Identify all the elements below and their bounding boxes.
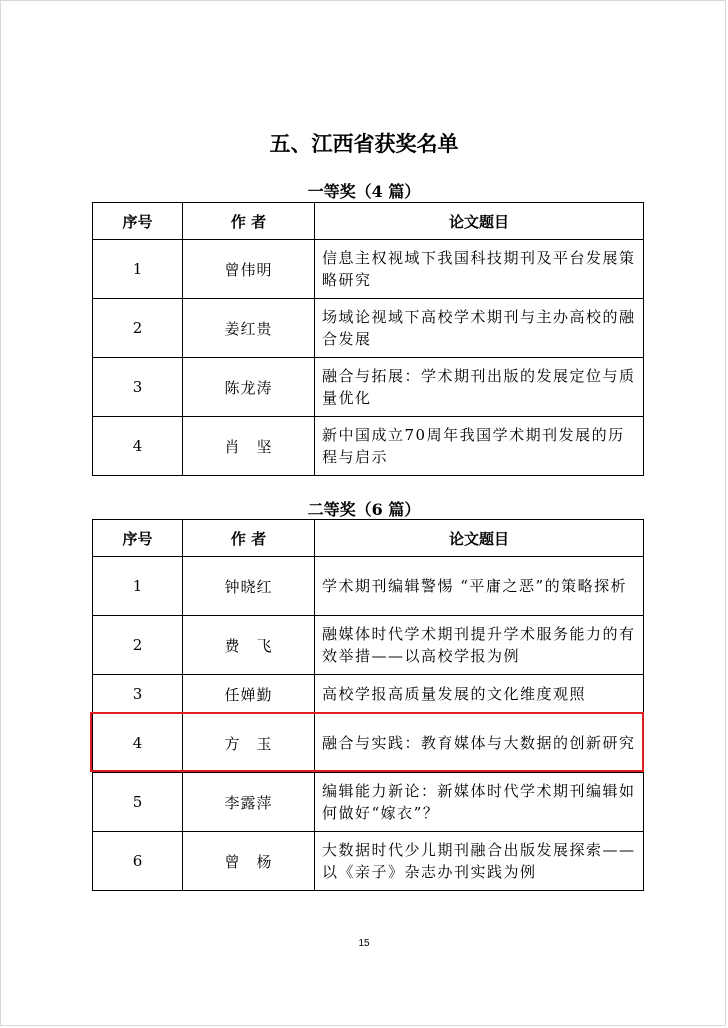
table-row — [93, 358, 644, 417]
page-title: 五、江西省获奖名单 — [269, 131, 459, 156]
col-header-paper: 论文题目 — [315, 203, 644, 240]
first-prize-heading: 一等奖（4 篇） — [307, 182, 421, 201]
row-number: 3 — [93, 675, 183, 714]
first-prize-table — [92, 202, 644, 476]
second-prize-heading: 二等奖（6 篇） — [307, 500, 421, 519]
col-header-author: 作 者 — [183, 203, 315, 240]
table-row — [93, 832, 644, 891]
second-prize-table — [92, 519, 644, 891]
row-author: 钟晓红 — [183, 557, 315, 616]
table-header-row — [93, 520, 644, 557]
table-row — [93, 773, 644, 832]
col-header-number: 序号 — [93, 520, 183, 557]
row-author: 陈龙涛 — [183, 358, 315, 417]
row-paper-title: 融媒体时代学术期刊提升学术服务能力的有效举措——以高校学报为例 — [315, 616, 644, 675]
row-author: 曾伟明 — [183, 240, 315, 299]
row-number: 2 — [93, 616, 183, 675]
row-paper-title: 大数据时代少儿期刊融合出版发展探索——以《亲子》杂志办刊实践为例 — [315, 832, 644, 891]
table-row — [93, 240, 644, 299]
row-paper-title: 学术期刊编辑警惕 “平庸之恶”的策略探析 — [315, 557, 644, 616]
row-author: 姜红贵 — [183, 299, 315, 358]
table-row — [93, 417, 644, 476]
row-author: 任婵勤 — [183, 675, 315, 714]
row-number: 2 — [93, 299, 183, 358]
row-number: 5 — [93, 773, 183, 832]
row-paper-title: 融合与拓展：学术期刊出版的发展定位与质量优化 — [315, 358, 644, 417]
row-paper-title: 融合与实践：教育媒体与大数据的创新研究 — [315, 714, 644, 773]
table-row — [93, 675, 644, 714]
row-number: 1 — [93, 240, 183, 299]
table-row — [93, 557, 644, 616]
row-author: 方 玉 — [183, 714, 315, 773]
col-header-author: 作 者 — [183, 520, 315, 557]
table-row — [93, 616, 644, 675]
table-row — [93, 299, 644, 358]
row-paper-title: 信息主权视域下我国科技期刊及平台发展策略研究 — [315, 240, 644, 299]
row-author: 费 飞 — [183, 616, 315, 675]
row-paper-title: 场域论视域下高校学术期刊与主办高校的融合发展 — [315, 299, 644, 358]
row-number: 3 — [93, 358, 183, 417]
page-number: 15 — [358, 938, 370, 949]
row-number: 4 — [93, 714, 183, 773]
row-author: 肖 坚 — [183, 417, 315, 476]
row-paper-title: 高校学报高质量发展的文化维度观照 — [315, 675, 644, 714]
row-paper-title: 编辑能力新论：新媒体时代学术期刊编辑如何做好“嫁衣”？ — [315, 773, 644, 832]
table-row-highlighted — [93, 714, 644, 773]
row-paper-title: 新中国成立70周年我国学术期刊发展的历程与启示 — [315, 417, 644, 476]
col-header-number: 序号 — [93, 203, 183, 240]
table-header-row — [93, 203, 644, 240]
row-author: 李露萍 — [183, 773, 315, 832]
row-author: 曾 杨 — [183, 832, 315, 891]
row-number: 4 — [93, 417, 183, 476]
row-number: 6 — [93, 832, 183, 891]
col-header-paper: 论文题目 — [315, 520, 644, 557]
row-number: 1 — [93, 557, 183, 616]
